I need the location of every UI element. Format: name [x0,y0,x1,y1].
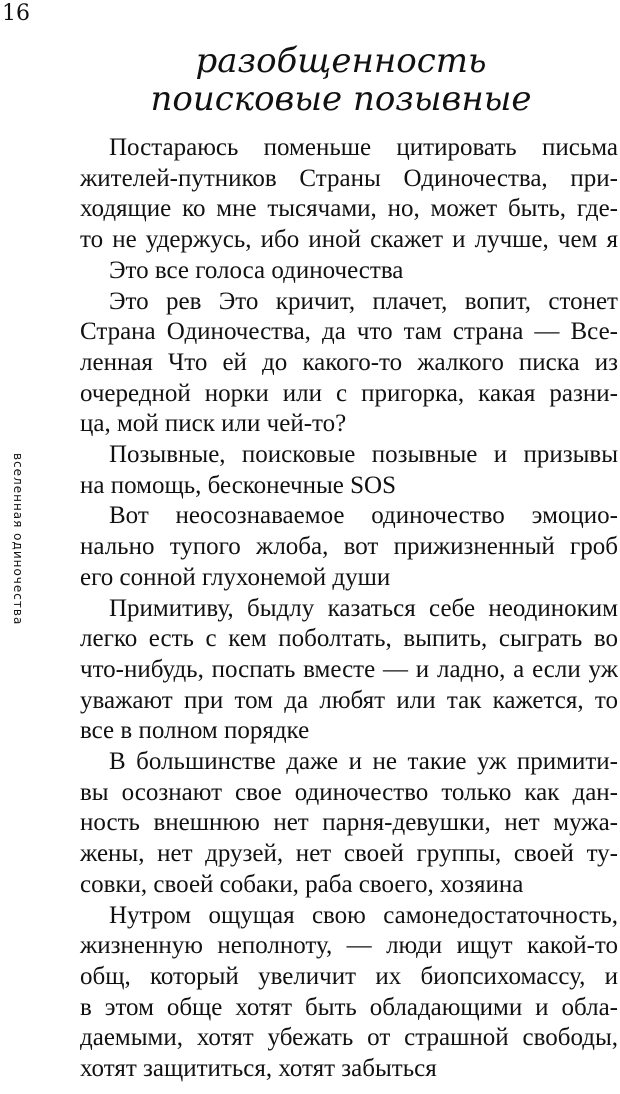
text-line: на помощь, бесконечные SOS [80,471,396,499]
text-line: Нутром ощущая свою самонедостаточность, [109,901,618,929]
text-line: Примитиву, быдлу казаться себе неодиноким [109,594,618,622]
text-line: ходящие ко мне тысячами, но, может быть, где- [80,195,618,223]
text-line: жизненную неполноту, — люди ищут какой-то [80,932,618,960]
paragraph [80,501,618,593]
text-line: совки, своей собаки, раба своего, хозяина [80,870,524,898]
text-line: Это все голоса одиночества [109,256,404,284]
paragraph [80,287,618,441]
text-line: даемыми, хотят убежать от страшной свободы, [80,1024,618,1052]
text-line: легко есть с кем поболтать, выпить, сыграть во [80,625,618,653]
text-line: ленная Что ей до какого-то жалкого писка из [80,348,618,376]
paragraph [80,901,618,1085]
paragraph [80,256,618,287]
text-line: жителей-путников Страны Одиночества, при- [80,164,618,192]
text-line: уважают при том да любят или так кажется, то [80,686,618,714]
text-line: нально тупого жлоба, вот прижизненный гроб [80,533,618,561]
heading-line-1: разобщенность [195,41,487,81]
text-line: вы осознают свое одиночество только как дан- [80,778,618,806]
paragraph [80,133,618,256]
text-line: ца, мой писк или чей-то? [80,410,347,438]
text-line: хотят защититься, хотят забыться [80,1055,437,1083]
page-number: 16 [2,1,30,26]
section-headings [62,42,620,118]
text-line: ность внешнюю нет парня-девушки, нет мужа- [80,809,618,837]
body-text [80,133,618,1085]
text-line: Постараюсь поменьше цитировать письма [109,134,618,161]
text-line: общ, который увеличит их биопсихомассу, и [80,962,618,990]
text-line: то не удержусь, ибо иной скажет и лучше, чем я [80,226,618,254]
text-line: очередной норки или с пригорка, какая разни- [80,379,618,407]
text-line: Страна Одиночества, да что там страна — Все- [80,318,618,346]
text-line: Это рев Это кричит, плачет, вопит, стонет [109,287,618,315]
paragraph [80,747,618,901]
text-line: Вот неосознаваемое одиночество эмоцио- [109,502,618,530]
text-line: жены, нет друзей, нет своей группы, своей ту- [80,840,618,868]
running-title: вселенная одиночества [11,453,25,626]
text-line: все в полном порядке [80,717,310,745]
heading-line-2: поисковые позывные [150,79,532,119]
text-line: его сонной глухонемой души [80,563,391,591]
text-line: что-нибудь, поспать вместе — и ладно, а если уж [80,655,618,683]
paragraph [80,594,618,748]
paragraph [80,440,618,501]
text-line: Позывные, поисковые позывные и призывы [109,441,618,469]
text-line: В большинстве даже и не такие уж примити- [109,748,618,776]
text-line: в этом обще хотят быть обладающими и обла- [80,993,618,1021]
